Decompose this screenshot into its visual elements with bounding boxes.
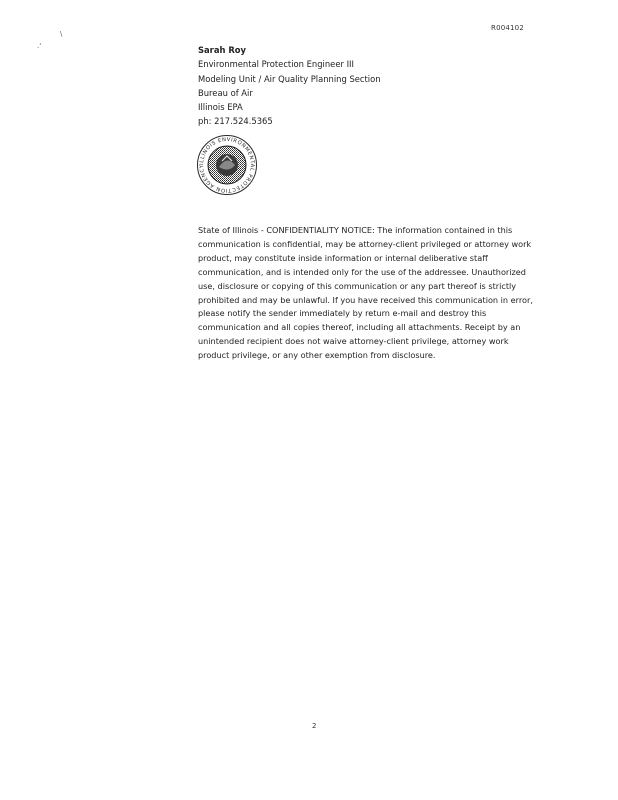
signature-phone: ph: 217.524.5365 (198, 116, 273, 127)
signature-agency: Illinois EPA (198, 102, 243, 113)
svg-text:ILLINOIS ENVIRONMENTAL PROTECT: ILLINOIS ENVIRONMENTAL PROTECTION AGENCY (198, 136, 256, 194)
signature-bureau: Bureau of Air (198, 87, 253, 98)
bates-number: R004102 (491, 24, 524, 32)
margin-mark: .' (37, 42, 42, 50)
page-number: 2 (312, 722, 317, 730)
signature-name: Sarah Roy (198, 45, 247, 55)
illinois-epa-seal-icon (196, 134, 258, 196)
signature-unit: Modeling Unit / Air Quality Planning Section (198, 73, 381, 84)
margin-mark: \ (60, 30, 63, 38)
email-signature-block (198, 43, 381, 129)
confidentiality-notice: State of Illinois - CONFIDENTIALITY NOTICE: The information contained in this communication is confidential, may be attorney-client privileged or attorney work product, may constitute inside information or internal deliberative staff communication, and is intended only for the use of the addressee. Unauthorized use, disclosure or copying of this communication or any part thereof is strictly prohibited and may be unlawful. If you have received this communication in error, please notify the sender immediately by return e-mail and destroy this communication and all copies thereof, including all attachments. Receipt by an unintended recipient does not waive attorney-client privilege, attorney work product privilege, or any other exemption from disclosure. (198, 225, 533, 361)
signature-title: Environmental Protection Engineer III (198, 59, 354, 70)
